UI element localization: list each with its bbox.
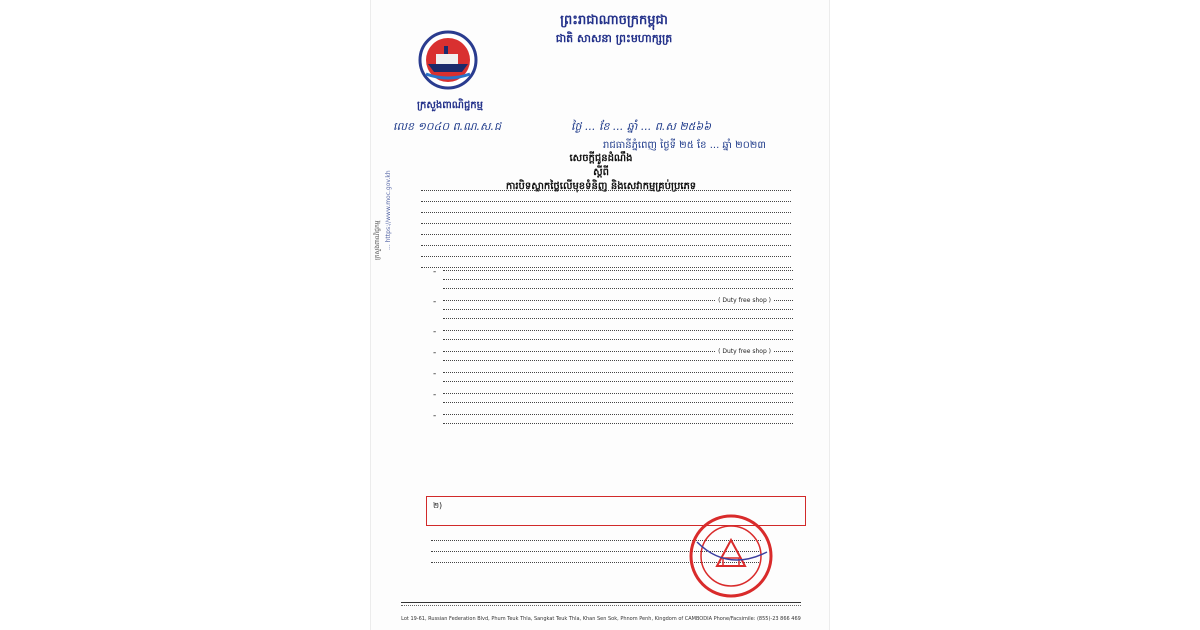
ministry-name: ក្រសួងពាណិជ្ជកម្ម xyxy=(417,100,483,111)
text-line xyxy=(421,234,791,240)
solar-date: រាជធានីភ្នំពេញ ថ្ងៃទី ២៥ ខែ ... ឆ្នាំ ២០២៣ xyxy=(603,140,766,151)
text-line xyxy=(421,223,791,229)
national-motto: ជាតិ សាសនា ព្រះមហាក្សត្រ xyxy=(555,32,673,45)
title-line-subject: ការបិទស្លាកថ្លៃលើមុខទំនិញ និងសេវាកម្មគ្រប់ប្រភេទ xyxy=(505,181,697,192)
duty-free-label: ( Duty free shop ) xyxy=(718,297,771,304)
footer-divider xyxy=(401,602,801,603)
document-page xyxy=(370,0,830,630)
item-1-bullet-list xyxy=(433,267,793,435)
ministry-logo xyxy=(418,30,478,90)
lunar-date: ថ្ងៃ ... ខែ ... ឆ្នាំ ... ព.ស ២៥៦៦ xyxy=(571,120,712,133)
reference-number: លេខ ១០៤០ ព.ណ.ស.ជ xyxy=(393,120,501,133)
list-item: - xyxy=(433,330,793,345)
text-line xyxy=(421,245,791,251)
list-item: - xyxy=(433,372,793,387)
text-line xyxy=(421,212,791,218)
text-line xyxy=(421,256,791,262)
list-item: - ( Duty free shop ) xyxy=(433,351,793,366)
title-line-notice: សេចក្តីជូនដំណឹង xyxy=(569,153,633,164)
text-line xyxy=(421,190,791,196)
intro-paragraph xyxy=(421,190,791,278)
side-link-text: ... https://www.moc.gov.kh xyxy=(385,170,392,250)
list-item: - ( Duty free shop ) xyxy=(433,300,793,324)
title-line-about: ស្តីពី xyxy=(593,167,609,178)
document-title xyxy=(431,152,771,194)
text-line xyxy=(421,201,791,207)
side-watermark-text: ក្រសួងពាណិជ្ជកម្ម xyxy=(374,220,381,260)
list-item: - xyxy=(433,270,793,294)
footer-address-khmer xyxy=(401,605,801,610)
footer-address-english: Lot 19-61, Russian Federation Blvd, Phum Teuk Thla, Sangkat Teuk Thla, Khan Sen Sok, Phnom Penh, Kingdom of CAMBODIA Phone/Facsimile: (855)-23 866 469 xyxy=(401,616,801,622)
duty-free-label: ( Duty free shop ) xyxy=(718,348,771,355)
list-item: - xyxy=(433,393,793,408)
official-stamp xyxy=(687,512,775,600)
kingdom-title: ព្រះរាជាណាចក្រកម្ពុជា xyxy=(560,13,668,28)
list-item: - xyxy=(433,414,793,429)
item-2-number: ២) xyxy=(433,501,443,510)
